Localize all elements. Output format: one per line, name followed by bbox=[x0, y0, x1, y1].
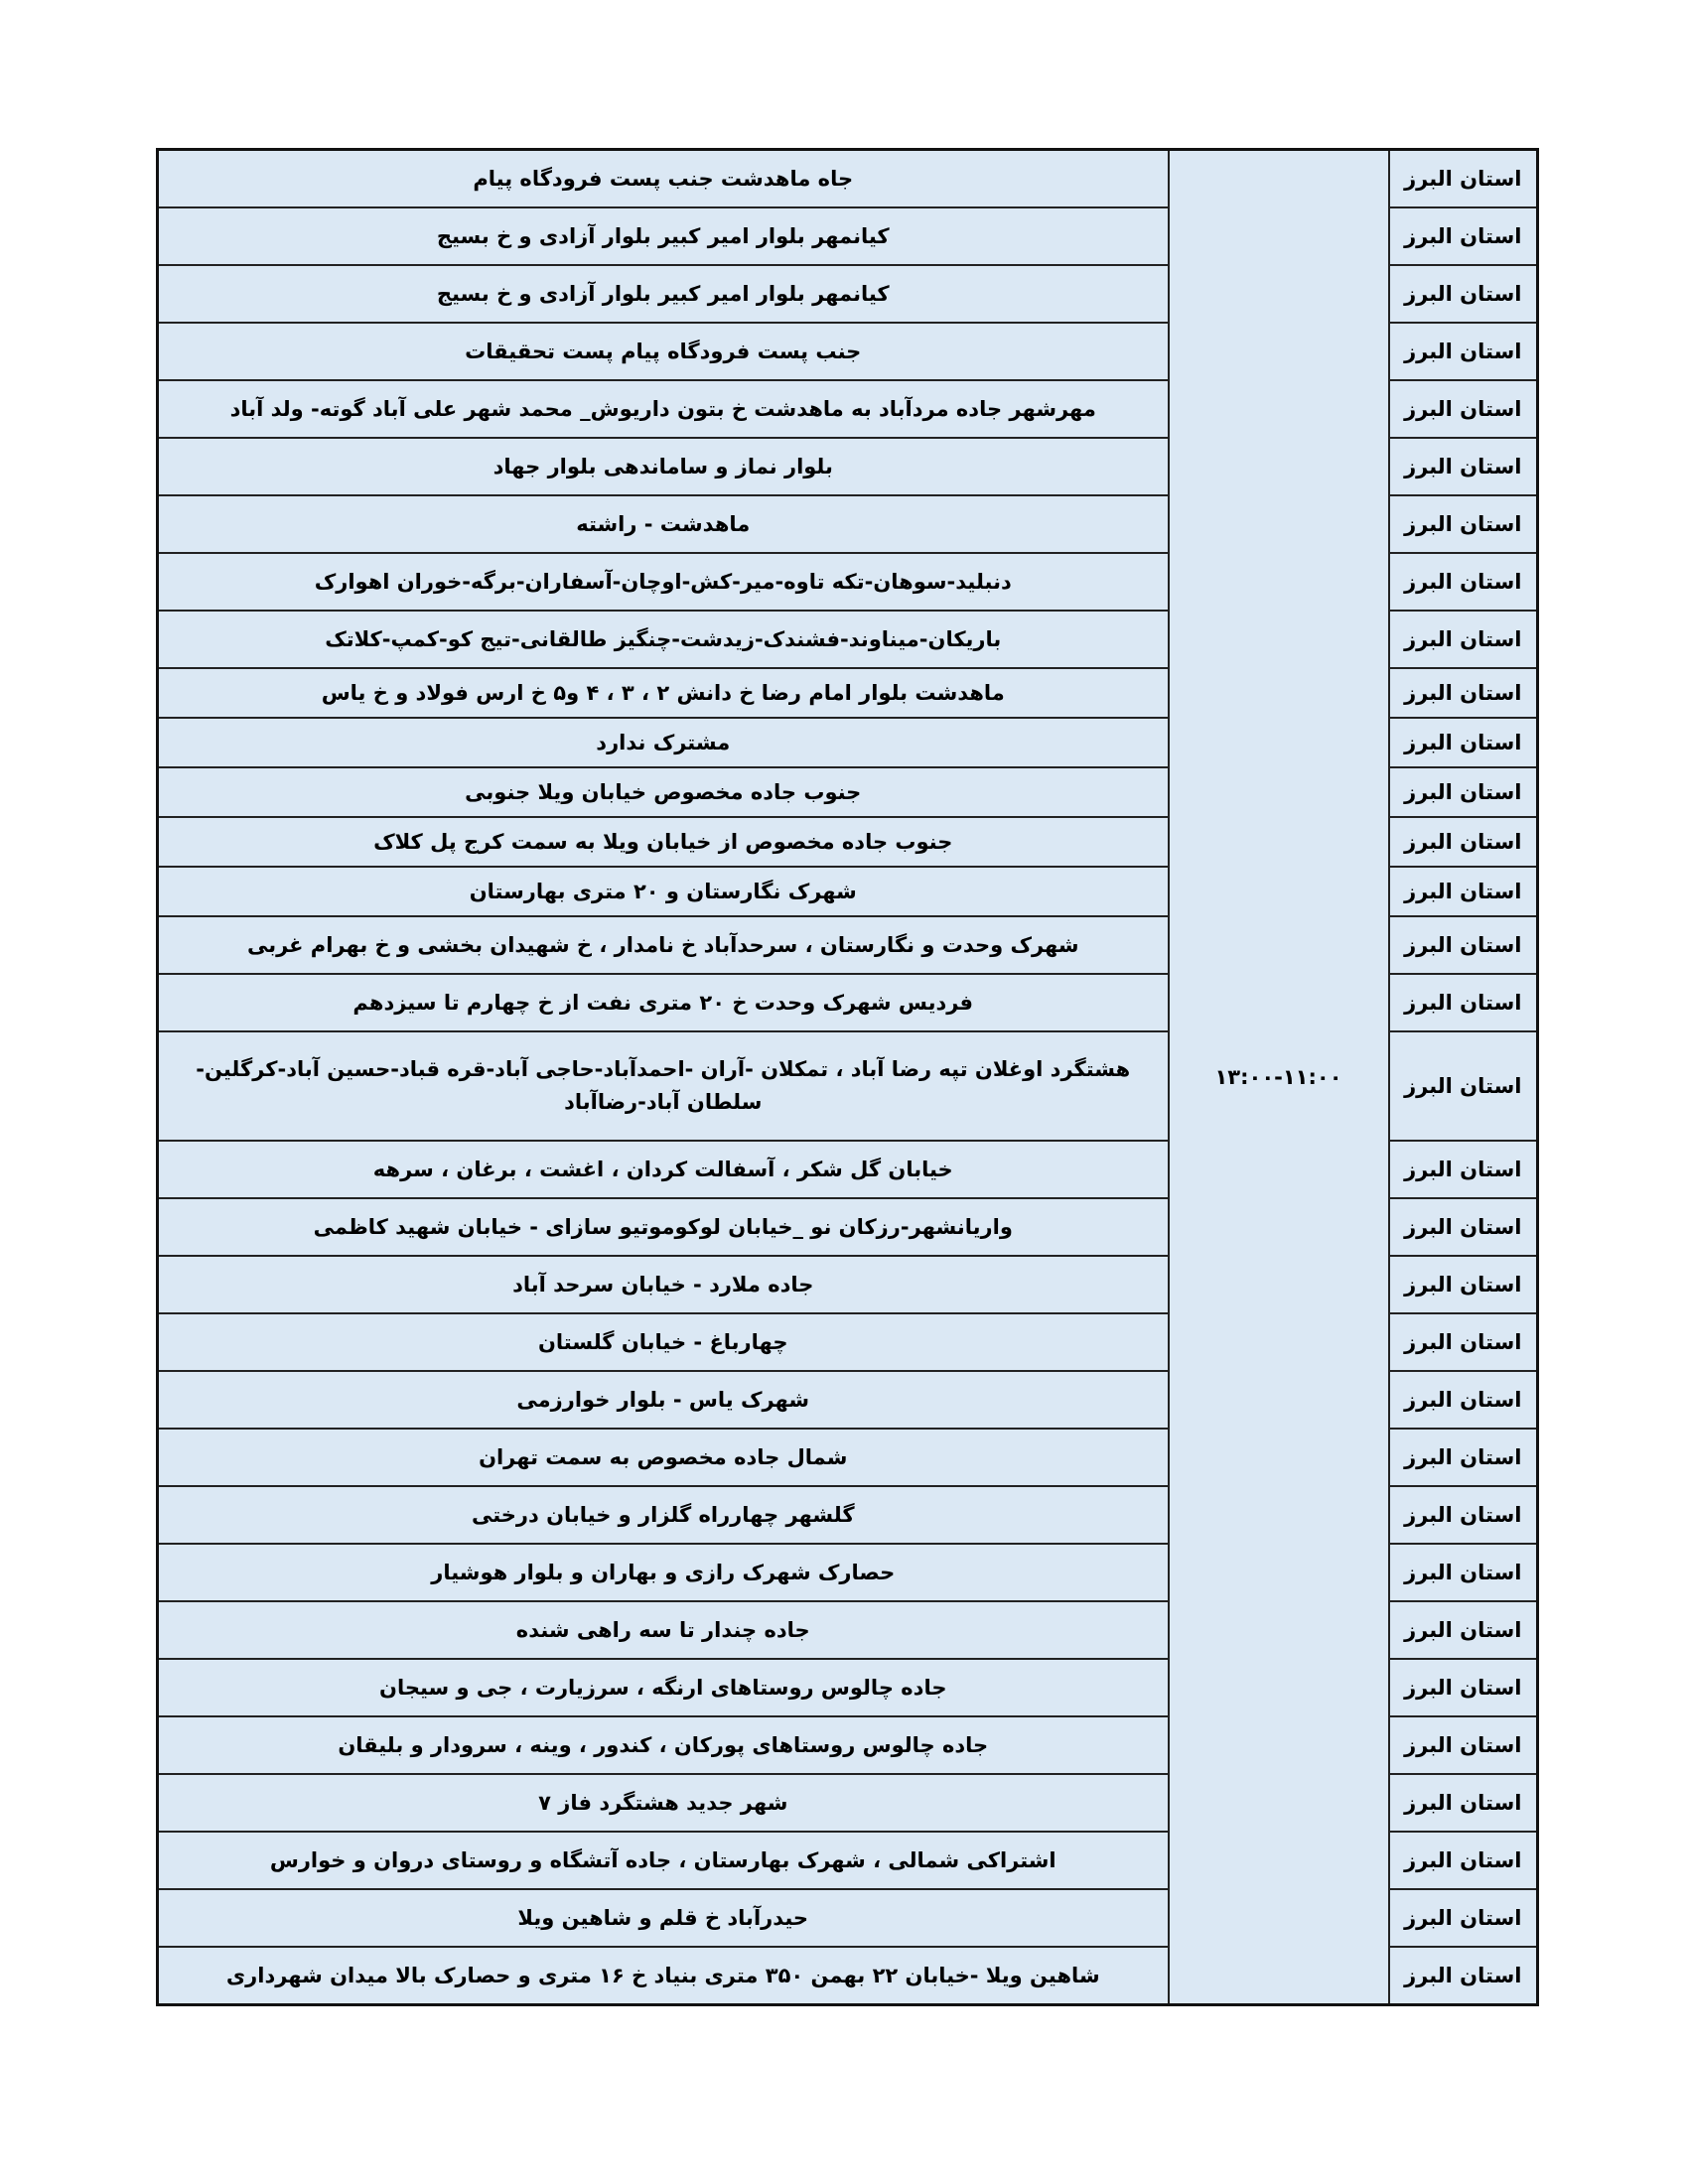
province-cell: استان البرز bbox=[1389, 1031, 1538, 1141]
area-cell: فردیس شهرک وحدت خ ۲۰ متری نفت از خ چهارم تا سیزدهم bbox=[158, 974, 1169, 1031]
province-cell: استان البرز bbox=[1389, 265, 1538, 323]
area-cell: حیدرآباد خ قلم و شاهین ویلا bbox=[158, 1889, 1169, 1947]
area-cell: هشتگرد اوغلان تپه رضا آباد ، تمکلان -آران -احمدآباد-حاجی آباد-قره قباد-حسین آباد-کرگلین-سلطان آباد-رضاآباد bbox=[158, 1031, 1169, 1141]
area-cell: شهر جدید هشتگرد فاز ۷ bbox=[158, 1774, 1169, 1832]
province-cell: استان البرز bbox=[1389, 817, 1538, 867]
area-cell: بلوار نماز و ساماندهی بلوار جهاد bbox=[158, 438, 1169, 495]
province-cell: استان البرز bbox=[1389, 207, 1538, 265]
table-row bbox=[158, 150, 1538, 208]
province-cell: استان البرز bbox=[1389, 495, 1538, 553]
area-cell: حصارک شهرک رازی و بهاران و بلوار هوشیار bbox=[158, 1544, 1169, 1601]
area-cell: مهرشهر جاده مردآباد به ماهدشت خ بتون داریوش_ محمد شهر علی آباد گوته- ولد آباد bbox=[158, 380, 1169, 438]
area-cell: اشتراکی شمالی ، شهرک بهارستان ، جاده آتشگاه و روستای دروان و خوارس bbox=[158, 1832, 1169, 1889]
province-cell: استان البرز bbox=[1389, 1947, 1538, 2005]
province-cell: استان البرز bbox=[1389, 1256, 1538, 1313]
area-cell: شهرک یاس - بلوار خوارزمی bbox=[158, 1371, 1169, 1429]
area-cell: شمال جاده مخصوص به سمت تهران bbox=[158, 1429, 1169, 1486]
province-cell: استان البرز bbox=[1389, 1313, 1538, 1371]
area-cell: مشترک ندارد bbox=[158, 718, 1169, 767]
area-cell: کیانمهر بلوار امیر کبیر بلوار آزادی و خ بسیج bbox=[158, 265, 1169, 323]
province-cell: استان البرز bbox=[1389, 1832, 1538, 1889]
area-cell: جاده چندار تا سه راهی شنده bbox=[158, 1601, 1169, 1659]
province-cell: استان البرز bbox=[1389, 1198, 1538, 1256]
province-cell: استان البرز bbox=[1389, 380, 1538, 438]
province-cell: استان البرز bbox=[1389, 150, 1538, 208]
province-cell: استان البرز bbox=[1389, 438, 1538, 495]
area-cell: خیابان گل شکر ، آسفالت کردان ، اغشت ، برغان ، سرهه bbox=[158, 1141, 1169, 1198]
area-cell: شهرک نگارستان و ۲۰ متری بهارستان bbox=[158, 867, 1169, 916]
area-cell: جنوب جاده مخصوص خیابان ویلا جنوبی bbox=[158, 767, 1169, 817]
time-slot-cell: ۱۳:۰۰-۱۱:۰۰ bbox=[1169, 150, 1389, 2005]
area-cell: کیانمهر بلوار امیر کبیر بلوار آزادی و خ بسیج bbox=[158, 207, 1169, 265]
area-cell: ماهدشت بلوار امام رضا خ دانش ۲ ، ۳ ، ۴ و۵ خ ارس فولاد و خ یاس bbox=[158, 668, 1169, 718]
province-cell: استان البرز bbox=[1389, 767, 1538, 817]
area-cell: دنبلید-سوهان-تکه تاوه-میر-کش-اوچان-آسفاران-برگه-خوران اهوارک bbox=[158, 553, 1169, 611]
area-cell: جنب پست فرودگاه پیام پست تحقیقات bbox=[158, 323, 1169, 380]
province-cell: استان البرز bbox=[1389, 1544, 1538, 1601]
area-cell: جنوب جاده مخصوص از خیابان ویلا به سمت کرج پل کلاک bbox=[158, 817, 1169, 867]
province-cell: استان البرز bbox=[1389, 1716, 1538, 1774]
province-cell: استان البرز bbox=[1389, 1601, 1538, 1659]
area-cell: باریکان-میناوند-فشندک-زیدشت-چنگیز طالقانی-تیج کو-کمپ-کلاتک bbox=[158, 611, 1169, 668]
province-cell: استان البرز bbox=[1389, 323, 1538, 380]
province-cell: استان البرز bbox=[1389, 1659, 1538, 1716]
area-cell: جاده ملارد - خیابان سرحد آباد bbox=[158, 1256, 1169, 1313]
province-cell: استان البرز bbox=[1389, 1889, 1538, 1947]
province-cell: استان البرز bbox=[1389, 668, 1538, 718]
province-cell: استان البرز bbox=[1389, 1141, 1538, 1198]
province-cell: استان البرز bbox=[1389, 718, 1538, 767]
area-cell: ماهدشت - راشته bbox=[158, 495, 1169, 553]
province-cell: استان البرز bbox=[1389, 1429, 1538, 1486]
area-cell: چهارباغ - خیابان گلستان bbox=[158, 1313, 1169, 1371]
province-cell: استان البرز bbox=[1389, 553, 1538, 611]
area-cell: جاده چالوس روستاهای پورکان ، کندور ، وینه ، سرودار و بلیقان bbox=[158, 1716, 1169, 1774]
area-cell: شهرک وحدت و نگارستان ، سرحدآباد خ نامدار ، خ شهیدان بخشی و خ بهرام غربی bbox=[158, 916, 1169, 974]
area-cell: جاده چالوس روستاهای ارنگه ، سرزیارت ، جی و سیجان bbox=[158, 1659, 1169, 1716]
area-cell: شاهین ویلا -خیابان ۲۲ بهمن ۳۵۰ متری بنیاد خ ۱۶ متری و حصارک بالا میدان شهرداری bbox=[158, 1947, 1169, 2005]
province-cell: استان البرز bbox=[1389, 1486, 1538, 1544]
province-cell: استان البرز bbox=[1389, 611, 1538, 668]
schedule-body bbox=[158, 150, 1538, 2005]
province-cell: استان البرز bbox=[1389, 1774, 1538, 1832]
province-cell: استان البرز bbox=[1389, 916, 1538, 974]
province-cell: استان البرز bbox=[1389, 1371, 1538, 1429]
area-cell: گلشهر چهارراه گلزار و خیابان درختی bbox=[158, 1486, 1169, 1544]
area-cell: واریانشهر-رزکان نو _خیابان لوکوموتیو سازای - خیابان شهید کاظمی bbox=[158, 1198, 1169, 1256]
area-cell: جاه ماهدشت جنب پست فرودگاه پیام bbox=[158, 150, 1169, 208]
province-cell: استان البرز bbox=[1389, 867, 1538, 916]
province-cell: استان البرز bbox=[1389, 974, 1538, 1031]
schedule-sheet bbox=[156, 148, 1536, 2006]
outage-schedule-table bbox=[156, 148, 1539, 2006]
